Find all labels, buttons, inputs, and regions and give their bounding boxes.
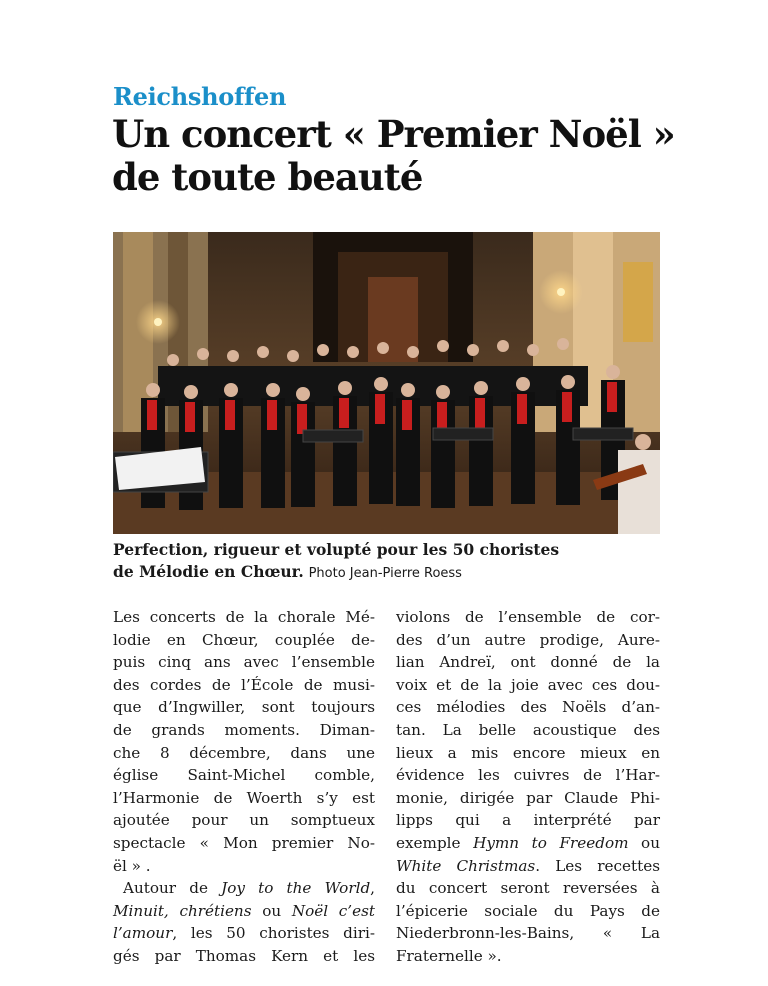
body-line: monie, dirigée par Claude Phi- [396, 788, 660, 807]
article-column-right [396, 606, 660, 968]
article-column-left [113, 606, 375, 968]
body-line: du concert seront reversées à [396, 879, 660, 898]
caption-line-2: de Mélodie en Chœur. [113, 562, 304, 581]
photo-credit: Photo Jean-Pierre Roess [308, 566, 462, 581]
body-line: des cordes de l’École de musi- [113, 675, 375, 694]
headline-line-1: Un concert « Premier Noël » [112, 112, 675, 156]
photo-caption [113, 539, 673, 584]
caption-line-1: Perfection, rigueur et volupté pour les 50 choristes [113, 540, 560, 559]
body-line: lodie en Chœur, couplée de- [113, 630, 375, 649]
body-line: l’amour, les 50 choristes diri- [113, 924, 375, 943]
body-line: l’Harmonie de Woerth s’y est [113, 788, 375, 807]
body-line: ces mélodies des Noëls d’an- [396, 698, 660, 717]
body-line: Autour de Joy to the World, [123, 879, 375, 898]
body-line: lian Andreï, ont donné de la [396, 653, 660, 672]
body-line: lipps qui a interprété par [396, 811, 660, 830]
body-line: l’épicerie sociale du Pays de [396, 901, 660, 920]
body-line: gés par Thomas Kern et les [113, 946, 375, 965]
article-kicker: Reichshoffen [113, 82, 287, 111]
body-line: Les concerts de la chorale Mé- [113, 608, 375, 626]
body-line: évidence les cuivres de l’Har- [396, 766, 660, 785]
body-line: Niederbronn-les-Bains, « La [396, 924, 660, 943]
choir-photo [113, 232, 660, 534]
body-line: voix et de la joie avec ces dou- [396, 675, 660, 694]
body-line: puis cinq ans avec l’ensemble [113, 653, 375, 672]
body-line: exemple Hymn to Freedom ou [396, 833, 660, 852]
body-line: spectacle « Mon premier No- [113, 833, 375, 852]
headline-line-2: de toute beauté [112, 155, 423, 199]
body-line: que d’Ingwiller, sont toujours [113, 698, 375, 717]
body-line: ajoutée pour un somptueux [113, 811, 375, 830]
body-line: Minuit, chrétiens ou Noël c’est [113, 901, 375, 920]
body-line: des d’un autre prodige, Aure- [396, 630, 660, 649]
body-line: che 8 décembre, dans une [113, 743, 375, 762]
article-headline [112, 112, 675, 199]
body-line: tan. La belle acoustique des [396, 720, 660, 739]
body-line: White Christmas. Les recettes [396, 856, 660, 875]
body-line: de grands moments. Diman- [113, 720, 375, 739]
body-line: église Saint-Michel comble, [113, 766, 375, 785]
body-line: ël » . [113, 856, 151, 875]
body-line: violons de l’ensemble de cor- [396, 608, 660, 626]
body-line: Fraternelle ». [396, 946, 502, 965]
body-line: lieux a mis encore mieux en [396, 743, 660, 762]
